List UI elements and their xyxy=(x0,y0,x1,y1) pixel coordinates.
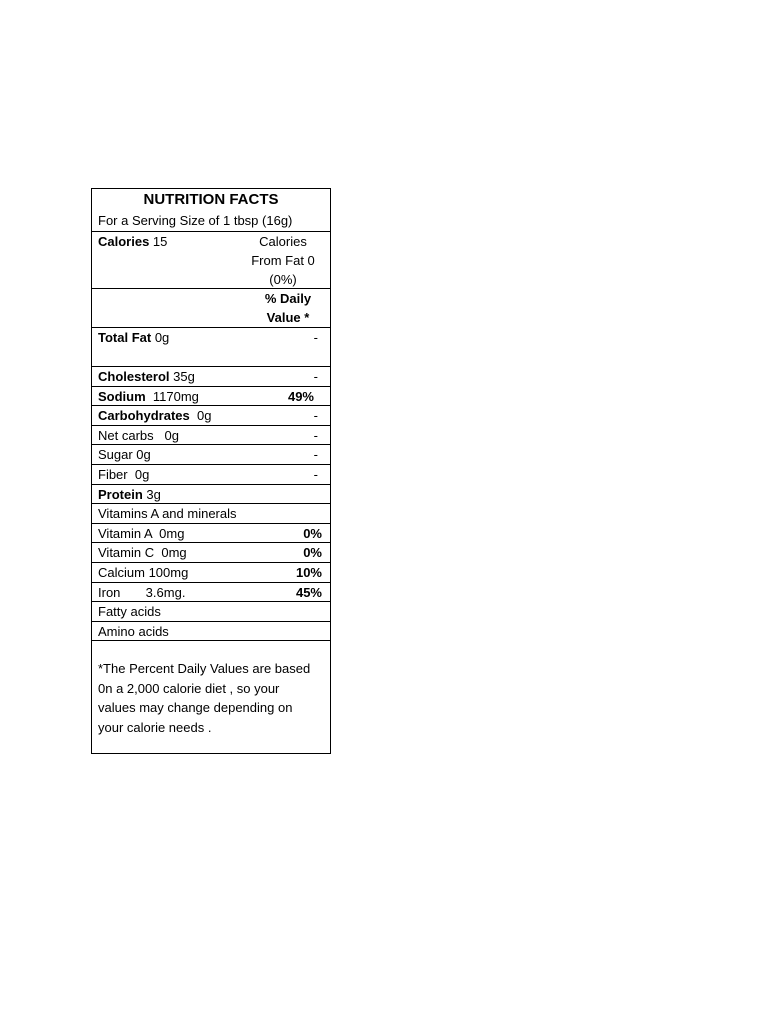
nutrient-row xyxy=(92,406,330,426)
nutrient-daily-value: - xyxy=(313,408,318,424)
nutrient-text xyxy=(98,602,161,621)
nutrition-facts-label xyxy=(91,188,331,754)
nutrient-text xyxy=(98,465,149,484)
nutrient-text xyxy=(98,387,199,406)
nutrient-amount: Calcium 100mg xyxy=(98,564,189,580)
total-fat-dv: - xyxy=(313,330,318,345)
total-fat-text xyxy=(98,328,169,347)
nutrient-text xyxy=(98,367,195,386)
nutrient-text xyxy=(98,426,179,445)
nutrient-daily-value: 49% xyxy=(287,388,314,404)
label-title: NUTRITION FACTS xyxy=(143,191,279,208)
calories-text xyxy=(98,232,167,251)
nutrient-amount: Vitamin A 0mg xyxy=(98,525,185,541)
nutrient-row xyxy=(92,465,330,485)
nutrient-amount: 35g xyxy=(169,369,195,384)
calories-from-fat-line1: Calories xyxy=(259,234,307,249)
calories-label: Calories xyxy=(98,234,150,249)
nutrient-row xyxy=(92,524,330,544)
daily-value-heading xyxy=(254,289,322,327)
nutrient-row xyxy=(92,504,330,524)
calories-row xyxy=(92,232,330,289)
nutrient-text xyxy=(98,622,169,641)
nutrient-name: Cholesterol xyxy=(98,369,170,384)
nutrient-amount: 3g xyxy=(142,486,161,502)
nutrient-row xyxy=(92,426,330,446)
nutrient-row xyxy=(92,367,330,387)
nutrient-row xyxy=(92,485,330,505)
nutrient-row xyxy=(92,445,330,465)
nutrient-row xyxy=(92,583,330,603)
nutrient-daily-value: - xyxy=(313,427,318,443)
total-fat-label: Total Fat xyxy=(98,330,152,345)
nutrient-name: Sodium xyxy=(98,388,146,404)
calories-from-fat-line3: (0%) xyxy=(269,272,297,287)
nutrient-text xyxy=(98,543,187,562)
nutrient-amount: Fatty acids xyxy=(98,604,161,620)
nutrient-name: Protein xyxy=(98,486,143,502)
nutrient-text xyxy=(98,485,161,504)
nutrient-daily-value: 0% xyxy=(303,545,322,561)
nutrient-amount: Vitamins A and minerals xyxy=(98,506,237,522)
daily-value-line1: % Daily xyxy=(264,291,312,306)
nutrient-amount: Amino acids xyxy=(98,623,169,639)
nutrient-name: Carbohydrates xyxy=(98,408,190,424)
nutrient-amount: 1170mg xyxy=(145,388,199,404)
nutrient-text xyxy=(98,583,185,602)
nutrient-amount: Iron 3.6mg. xyxy=(98,584,186,600)
nutrient-row xyxy=(92,543,330,563)
nutrient-daily-value: 45% xyxy=(295,584,322,600)
nutrient-daily-value: 10% xyxy=(295,564,322,580)
nutrient-daily-value: - xyxy=(313,466,318,482)
nutrient-text xyxy=(98,524,184,543)
calories-from-fat-line2: From Fat 0 xyxy=(251,253,315,268)
daily-value-header xyxy=(92,289,330,328)
nutrient-amount: Sugar 0g xyxy=(98,447,151,463)
nutrient-daily-value: 0% xyxy=(303,525,322,541)
nutrient-text xyxy=(98,563,188,582)
footnote: *The Percent Daily Values are based 0n a 2,000 calorie diet , so your values may change depending on your calorie needs . xyxy=(98,661,311,735)
nutrient-amount: Net carbs 0g xyxy=(98,427,179,443)
total-fat-row xyxy=(92,328,330,367)
nutrient-row xyxy=(92,387,330,407)
nutrient-amount: 0g xyxy=(189,408,212,424)
calories-from-fat xyxy=(238,232,328,289)
nutrient-amount: Fiber 0g xyxy=(98,466,150,482)
nutrient-amount: Vitamin C 0mg xyxy=(98,545,187,561)
nutrient-daily-value: - xyxy=(313,369,318,384)
nutrient-text xyxy=(98,504,237,523)
nutrient-row xyxy=(92,622,330,642)
nutrient-text xyxy=(98,406,211,425)
nutrient-text xyxy=(98,445,151,464)
total-fat-amount: 0g xyxy=(151,330,170,345)
calories-value: 15 xyxy=(149,234,168,249)
serving-size: For a Serving Size of 1 tbsp (16g) xyxy=(92,211,330,232)
nutrient-daily-value: - xyxy=(313,447,318,463)
nutrient-row xyxy=(92,563,330,583)
daily-value-line2: Value * xyxy=(266,310,310,325)
nutrient-row xyxy=(92,602,330,622)
nutrient-list xyxy=(92,367,330,641)
